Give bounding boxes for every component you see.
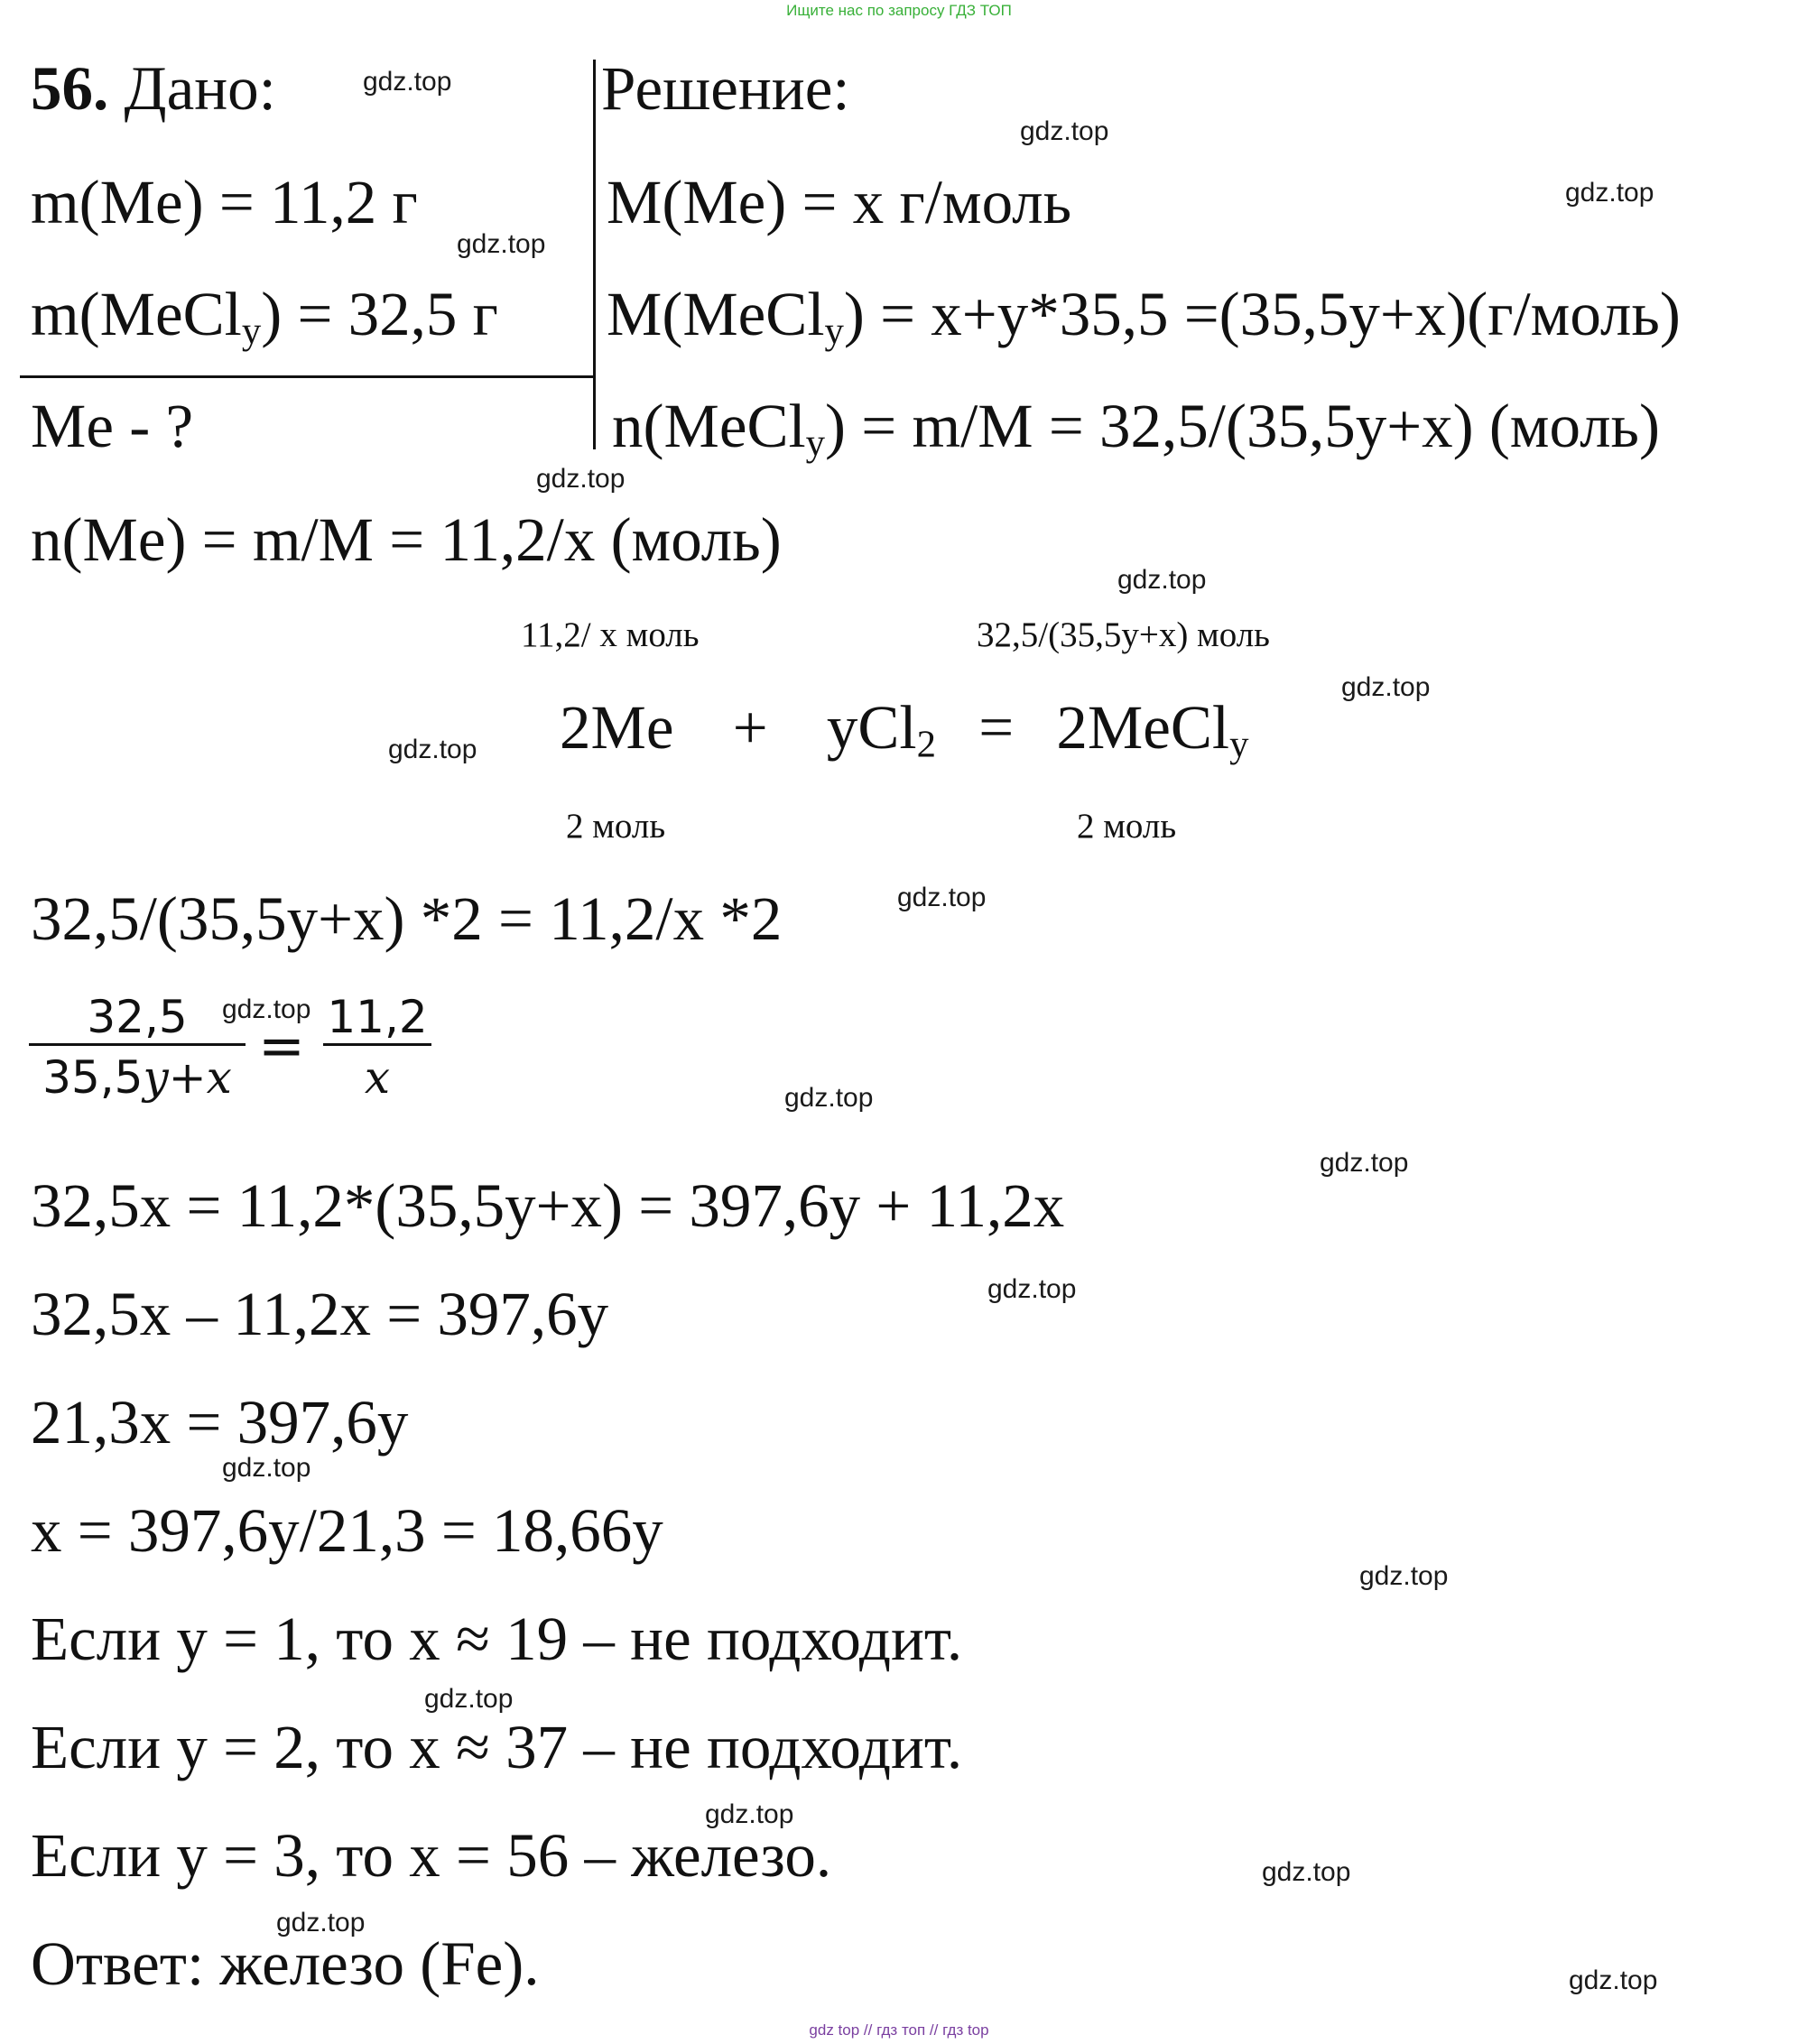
watermark: gdz.top <box>1262 1857 1351 1887</box>
watermark: gdz.top <box>1341 672 1431 702</box>
equation-step-1: 32,5/(35,5y+x) *2 = 11,2/x *2 <box>31 884 783 953</box>
moles-chloride-b: ) = m/M = 32,5/(35,5y+x) (моль) <box>825 392 1660 460</box>
given-mass-chloride-b: ) = 32,5 г <box>261 280 498 348</box>
reaction-above-left: 11,2/ x моль <box>521 615 700 654</box>
fraction-right-denominator: x <box>364 1051 391 1104</box>
reactant-chlorine <box>826 693 936 766</box>
reactant-metal: 2Me <box>560 693 674 762</box>
watermark: gdz.top <box>1569 1965 1658 1995</box>
fraction-left-den-b: y+x <box>143 1051 232 1104</box>
reactant-chlorine-a: yCl <box>826 693 917 762</box>
bottom-site-links[interactable]: gdz top // гдз топ // гдз top <box>809 2021 989 2039</box>
moles-metal: n(Me) = m/M = 11,2/x (моль) <box>31 505 782 574</box>
fraction-left <box>29 991 246 1109</box>
product-chloride-a: 2MeCl <box>1056 693 1230 762</box>
watermark: gdz.top <box>705 1799 794 1829</box>
molar-mass-chloride-b: ) = x+y*35,5 =(35,5y+x)(г/моль) <box>843 280 1681 348</box>
given-heading <box>31 54 276 123</box>
watermark: gdz.top <box>363 67 452 97</box>
watermark: gdz.top <box>222 1453 311 1483</box>
reactant-chlorine-sub: 2 <box>916 723 936 766</box>
molar-mass-chloride-sub: y <box>824 310 844 353</box>
equation-step-3: 32,5x – 11,2x = 397,6y <box>31 1280 609 1348</box>
moles-chloride-a: n(MeCl <box>612 392 806 460</box>
watermark: gdz.top <box>276 1908 366 1938</box>
given-mass-chloride-sub: y <box>241 310 262 353</box>
reaction-above-right: 32,5/(35,5y+x) моль <box>977 615 1270 654</box>
given-title: Дано: <box>124 54 276 123</box>
fraction-right <box>323 991 431 1109</box>
top-search-link[interactable]: Ищите нас по запросу ГДЗ ТОП <box>786 2 1012 19</box>
watermark: gdz.top <box>457 229 546 259</box>
given-mass-chloride-a: m(MeCl <box>31 280 242 348</box>
reaction-below-left: 2 моль <box>566 807 666 846</box>
find-metal: Me - ? <box>31 392 194 460</box>
watermark: gdz.top <box>536 464 626 494</box>
moles-chloride-sub: y <box>805 421 826 465</box>
watermark: gdz.top <box>897 883 987 912</box>
watermark: gdz.top <box>424 1684 514 1714</box>
watermark: gdz.top <box>987 1274 1077 1304</box>
fraction-equals: = <box>258 1013 305 1078</box>
case-y-1: Если y = 1, то x ≈ 19 – не подходит. <box>31 1605 963 1673</box>
product-chloride <box>1056 693 1249 766</box>
case-y-2: Если y = 2, то x ≈ 37 – не подходит. <box>31 1713 963 1781</box>
fraction-left-den-a: 35,5 <box>42 1051 144 1104</box>
reaction-below-right: 2 моль <box>1077 807 1177 846</box>
molar-mass-chloride-a: M(MeCl <box>607 280 825 348</box>
equation-step-2: 32,5x = 11,2*(35,5y+x) = 397,6y + 11,2x <box>31 1171 1065 1240</box>
given-mass-chloride <box>31 280 498 353</box>
watermark: gdz.top <box>1565 178 1654 208</box>
given-mass-metal: m(Me) = 11,2 г <box>31 168 418 236</box>
moles-chloride <box>612 392 1660 465</box>
fraction-left-denominator <box>29 1046 246 1109</box>
table-horizontal-divider <box>20 375 594 378</box>
reaction-plus: + <box>732 693 768 762</box>
watermark: gdz.top <box>1020 116 1109 146</box>
solution-title: Решение: <box>601 54 850 123</box>
problem-number: 56. <box>31 54 109 123</box>
case-y-3: Если y = 3, то x = 56 – железо. <box>31 1821 832 1890</box>
molar-mass-chloride <box>607 280 1681 353</box>
fraction-right-numerator: 11,2 <box>327 991 428 1043</box>
fraction-left-numerator: 32,5 <box>87 991 188 1043</box>
product-chloride-sub: y <box>1229 723 1249 766</box>
watermark: gdz.top <box>1117 565 1207 595</box>
reaction-equation <box>560 693 1249 766</box>
watermark: gdz.top <box>1359 1561 1449 1591</box>
equation-step-5: x = 397,6y/21,3 = 18,66y <box>31 1496 663 1565</box>
watermark: gdz.top <box>222 994 311 1024</box>
answer: Ответ: железо (Fe). <box>31 1929 540 1998</box>
equation-step-4: 21,3x = 397,6y <box>31 1388 409 1457</box>
reaction-equals: = <box>978 693 1015 762</box>
watermark: gdz.top <box>388 735 477 764</box>
table-vertical-divider <box>593 60 596 449</box>
watermark: gdz.top <box>1320 1148 1409 1178</box>
watermark: gdz.top <box>784 1083 874 1113</box>
molar-mass-metal: M(Me) = x г/моль <box>607 168 1072 236</box>
